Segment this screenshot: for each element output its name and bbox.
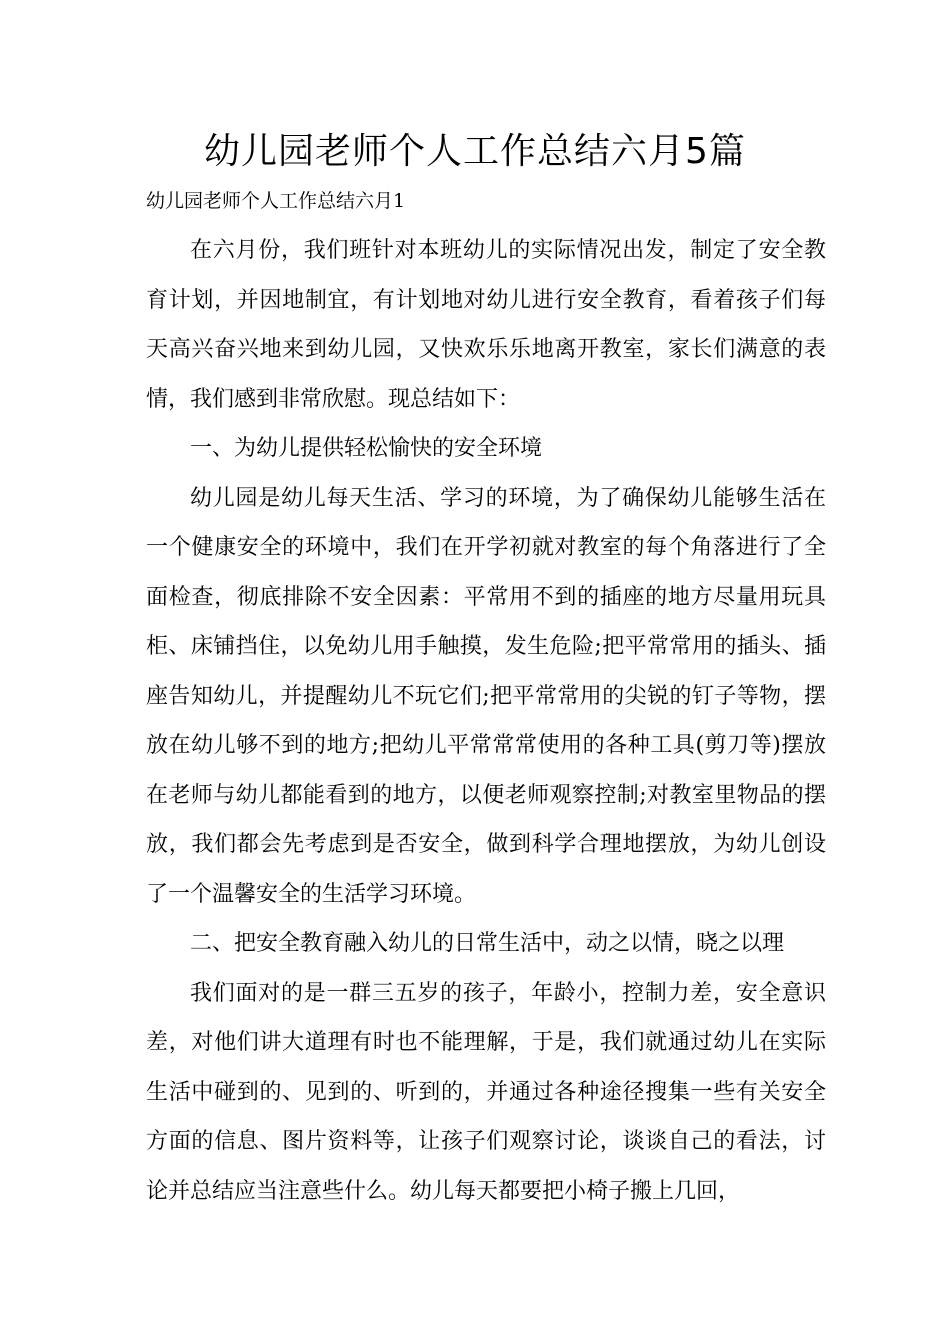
paragraph-intro: 在六月份，我们班针对本班幼儿的实际情况出发，制定了安全教育计划，并因地制宜，有计划地对幼儿进行安全教育，看着孩子们每天高兴奋兴地来到幼儿园，又快欢乐乐地离开教室，家长们满意的表情，我们感到非常欣慰。现总结如下： — [146, 238, 826, 412]
paragraph-heading-two: 二、把安全教育融入幼儿的日常生活中，动之以情，晓之以理 — [190, 931, 785, 956]
section-heading: 幼儿园老师个人工作总结六月1 — [146, 190, 406, 212]
document-body — [146, 226, 826, 1216]
document-title: 幼儿园老师个人工作总结六月5篇 — [204, 131, 746, 172]
paragraph-daily-life: 我们面对的是一群三五岁的孩子，年龄小，控制力差，安全意识差，对他们讲大道理有时也不能理解，于是，我们就通过幼儿在实际生活中碰到的、见到的、听到的，并通过各种途径搜集一些有关安全方面的信息、图片资料等，让孩子们观察讨论，谈谈自己的看法，讨论并总结应当注意些什么。幼儿每天都要把小椅子搬上几回， — [146, 980, 826, 1204]
paragraph-environment: 幼儿园是幼儿每天生活、学习的环境，为了确保幼儿能够生活在一个健康安全的环境中，我们在开学初就对教室的每个角落进行了全面检查，彻底排除不安全因素：平常用不到的插座的地方尽量用玩具柜、床铺挡住，以免幼儿用手触摸，发生危险;把平常常用的插头、插座告知幼儿，并提醒幼儿不玩它们;把平常常用的尖锐的钉子等物，摆放在幼儿够不到的地方;把幼儿平常常常使用的各种工具(剪刀等)摆放在老师与幼儿都能看到的地方，以便老师观察控制;对教室里物品的摆放，我们都会先考虑到是否安全，做到科学合理地摆放，为幼儿创设了一个温馨安全的生活学习环境。 — [146, 485, 826, 907]
paragraph-heading-one: 一、为幼儿提供轻松愉快的安全环境 — [190, 436, 543, 461]
